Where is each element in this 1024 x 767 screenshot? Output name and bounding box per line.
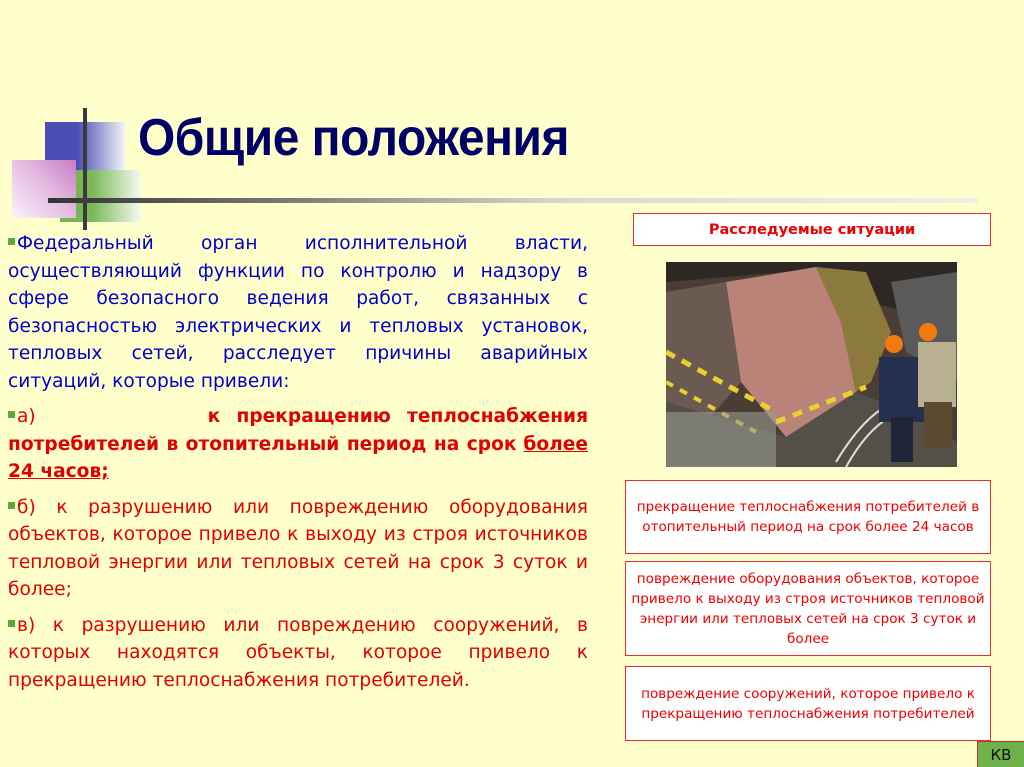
decorative-vertical-line (83, 108, 87, 230)
bullet-square-icon (8, 238, 15, 245)
situation-box-equipment-damage (625, 561, 991, 656)
item-a-prefix: а) (17, 406, 36, 427)
situation-text: повреждение сооружений, которое привело к прекращению теплоснабжения потребителей (641, 685, 975, 722)
title-underline-divider (48, 198, 978, 203)
investigated-situations-heading (633, 213, 991, 246)
item-a-underlined-text: более 24 часов; (8, 433, 588, 482)
item-b-text: б) к разрушению или повреждению оборудования объектов, которое привело к выходу из строя источников тепловой энергии или тепловых сетей на срок 3 суток и более; (8, 496, 588, 600)
intro-text: Федеральный орган исполнительной власти, осуществляющий функции по контролю и надзору в сфере безопасного ведения работ, связанных с безопасностью электрических и тепловых установок, тепловых сетей, расследует причины аварийных ситуаций, которые привели: (8, 233, 588, 392)
bullet-square-icon (8, 502, 15, 509)
situation-text: прекращение теплоснабжения потребителей в отопительный период на срок более 24 часов (636, 499, 980, 535)
item-b-paragraph (8, 494, 588, 604)
situation-text: повреждение оборудования объектов, которое привело к выходу из строя источников тепловой энергии или тепловых сетей на срок 3 суток и более (631, 570, 985, 647)
intro-paragraph (8, 230, 588, 395)
heading-text: Расследуемые ситуации (708, 221, 916, 238)
slide-title: Общие положения (138, 109, 569, 167)
situation-box-structure-damage (625, 666, 991, 741)
item-a-paragraph (8, 403, 588, 486)
item-c-paragraph (8, 612, 588, 695)
item-c-text: в) к разрушению или повреждению сооружений, в которых находятся объекты, которое привело к прекращению теплоснабжения потребителей. (8, 614, 588, 691)
situation-box-heat-supply-stop (625, 480, 991, 554)
kv-badge-label: КВ (990, 745, 1012, 764)
decorative-pink-square (12, 160, 76, 218)
workers-photo-illustration (666, 262, 957, 467)
item-a-text: к прекращению теплоснабжения потребителей в отопительный период на срок (8, 406, 589, 455)
accident-site-photo (666, 262, 957, 467)
bullet-square-icon (8, 620, 15, 627)
main-text-block (8, 230, 588, 702)
bullet-square-icon (8, 411, 15, 418)
kv-badge[interactable] (977, 741, 1024, 767)
